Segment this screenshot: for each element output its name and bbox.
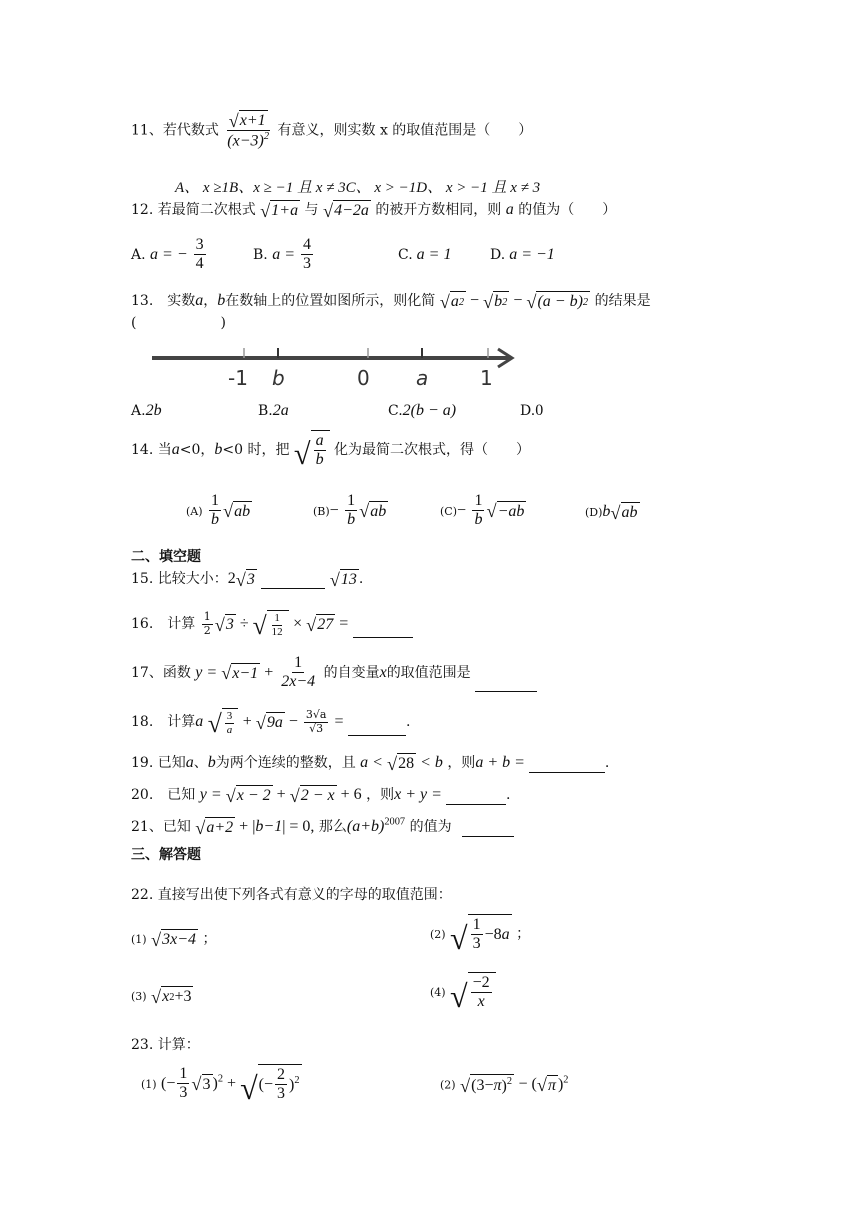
q21-blank[interactable] xyxy=(462,836,514,837)
q11-after: 有意义，则实数 x 的取值范围是（ ） xyxy=(277,122,533,139)
q16: 16. 计算 $\frac{1}{2}$ √ 3 ÷ √ $\frac{1}{12}$ × √ 27 = xyxy=(131,610,413,638)
number-line xyxy=(148,342,520,390)
label-0: 0 xyxy=(357,366,370,390)
q22-item-1: (1) √ 3x−4 ； xyxy=(131,929,217,950)
q11-options: A、 x ≥1B、x ≥ −1 且 x ≠ 3C、 x > −1D、 x > −1 且 x ≠ 3 xyxy=(175,180,541,196)
q23-stem: 23. 计算： xyxy=(131,1037,200,1053)
q12-option-d[interactable]: D. a = −1 xyxy=(490,246,555,263)
q14-option-a[interactable]: (A) $\frac{1}{b}$ √ ab xyxy=(186,492,251,529)
q22-item-4: (4) √ $\frac{-2}{x}$ xyxy=(430,972,496,1012)
q11-fraction: √ x+1 $(x-3)^2$ xyxy=(227,110,270,150)
q15: 15. 比较大小：2 √ 3 √ 13 . xyxy=(131,569,364,590)
q13-option-d[interactable]: D.0 xyxy=(520,402,544,419)
label-neg1: -1 xyxy=(228,366,248,390)
q22-stem: 22. 直接写出使下列各式有意义的字母的取值范围： xyxy=(131,887,452,903)
q14-option-d[interactable]: (D)b √ ab xyxy=(585,502,638,523)
section-solve-heading: 三、解答题 xyxy=(131,847,201,863)
q15-blank[interactable] xyxy=(261,588,325,589)
q11-number: 11、若代数式 xyxy=(131,122,219,139)
section-fill-in-heading: 二、填空题 xyxy=(131,549,201,565)
q23-item-1: (1) (− $\frac{1}{3}$ √ 3 )$^2$ + √ (− $\frac{2}{3}$ )$^2$ xyxy=(141,1065,300,1106)
q17: 17、函数 y = √ x−1 + $\frac{1}{2x-4}$ 的自变量x的取值范围是 xyxy=(131,654,537,692)
q12-option-b[interactable]: B. a = $\frac{4}{3}$ xyxy=(253,236,311,273)
q18: 18. 计算a √ $\frac{3}{a}$ + √ 9a − $\frac{3√a}{√3}$ = . xyxy=(131,708,411,738)
q13-option-b[interactable]: B.2a xyxy=(258,402,289,419)
label-1: 1 xyxy=(480,366,493,390)
q14-option-c[interactable]: (C)− $\frac{1}{b}$ √ −ab xyxy=(440,492,525,529)
q16-blank[interactable] xyxy=(353,637,413,638)
label-b: b xyxy=(272,366,285,390)
q23-item-2: (2) √ (3− π )$^2$ − ( √ π )$^2$ xyxy=(440,1074,569,1096)
q20-blank[interactable] xyxy=(446,804,506,805)
q18-blank[interactable] xyxy=(348,735,406,736)
label-a: a xyxy=(416,366,429,390)
q14-option-b[interactable]: (B)− $\frac{1}{b}$ √ ab xyxy=(313,492,387,529)
q13-option-c[interactable]: C.2(b − a) xyxy=(388,402,457,419)
q19-blank[interactable] xyxy=(529,772,605,773)
q11-stem xyxy=(131,110,532,151)
q12-option-a[interactable]: A. a = − $\frac{3}{4}$ xyxy=(131,236,204,273)
q13-stem: 13. 实数a，b在数轴上的位置如图所示，则化简 √ a 2 − √ b 2 − √ (a − b) 2 的结果是 xyxy=(131,291,651,312)
q22-item-3: (3) √ x 2 +3 xyxy=(131,986,192,1007)
q12-stem: 12. 若最简二次根式 √ 1+a 与 √ 4−2a 的被开方数相同，则 a 的值为（ ） xyxy=(131,200,617,221)
q13-paren: ( ) xyxy=(131,315,226,331)
q14-stem: 14. 当a<0，b<0 时，把 √ $\frac{a}{b}$ 化为最简二次根式，得（ ） xyxy=(131,432,531,472)
q22-item-2: (2) √ $\frac{1}{3}$ −8 a ； xyxy=(430,916,531,956)
q21: 21、已知 √ a+2 + |b−1| = 0, 那么$(a+b)^{2007}$ 的值为 xyxy=(131,816,514,837)
q17-blank[interactable] xyxy=(475,691,537,692)
q13-option-a[interactable]: A.2b xyxy=(131,402,162,419)
q20: 20. 已知 y = √ x − 2 + √ 2 − x + 6 ，则x + y = . xyxy=(131,785,511,806)
q12-option-c[interactable]: C. a = 1 xyxy=(398,246,452,263)
q19: 19. 已知a、b为两个连续的整数，且 a < √ 28 < b ，则a + b = . xyxy=(131,753,610,774)
